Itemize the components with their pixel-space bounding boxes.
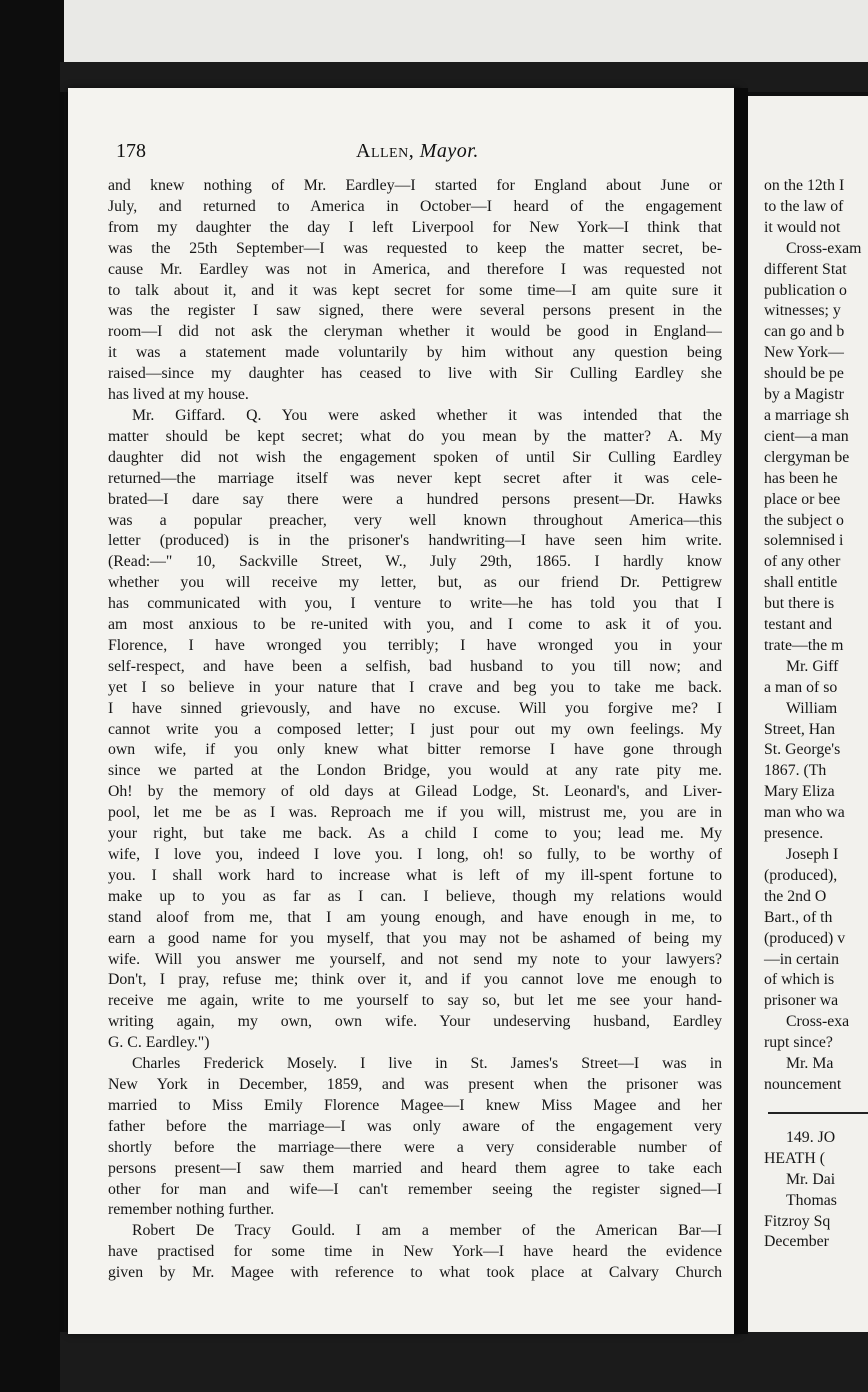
page-body-text (108, 176, 722, 1326)
text-line: was the 25th September—I was requested to keep the matter secret, be- (108, 239, 722, 257)
right-column-line: the 2nd O (764, 887, 827, 905)
right-column-line: Cross-exa (786, 1013, 850, 1031)
text-line: am most anxious to be re-united with you, and I come to ask it of you. (108, 616, 722, 634)
right-page (748, 96, 868, 1332)
right-column-line: it would not (764, 218, 841, 236)
right-column-line: New York— (764, 344, 844, 362)
right-column-line: man who wa (764, 804, 845, 822)
right-column-line: to the law of (764, 197, 844, 215)
right-column-line: 1867. (Th (764, 762, 827, 780)
text-line: was the register I saw signed, there were several persons present in the (108, 302, 722, 320)
book-gutter (734, 88, 748, 1334)
right-column-line: of which is (764, 971, 835, 989)
book-bottom-edge (60, 1332, 868, 1392)
text-line: remember nothing further. (108, 1201, 275, 1219)
right-column-line: rupt since? (764, 1034, 833, 1052)
right-column-line: a marriage sh (764, 406, 850, 424)
text-line: married to Miss Emily Florence Magee—I knew Miss Magee and her (108, 1096, 722, 1114)
text-line: room—I did not ask the cleryman whether it would be good in England— (108, 323, 722, 341)
running-title-role: Mayor. (419, 140, 479, 162)
right-column-line: Mr. Ma (786, 1055, 834, 1073)
text-line: and knew nothing of Mr. Eardley—I started for England about June or (108, 177, 722, 194)
text-line: was a popular preacher, very well known throughout America—this (108, 511, 722, 529)
right-column-line: but there is (764, 595, 835, 613)
text-line: Mr. Giffard. Q. You were asked whether it was intended that the (132, 406, 722, 424)
right-column-line: the subject o (764, 511, 844, 529)
text-line: writing again, my own, own wife. Your undeserving husband, Eardley (108, 1013, 722, 1031)
text-line: yet I so believe in your nature that I crave and beg you to take me back. (108, 678, 722, 696)
text-line: other for man and wife—I can't remember seeing the register signed—I (108, 1180, 722, 1198)
right-column-line: trate—the m (764, 636, 844, 654)
right-column-line: (produced) v (764, 929, 846, 947)
text-line: own wife, if you only knew what bitter remorse I have gone through (108, 741, 722, 759)
right-column-line: on the 12th I (764, 177, 845, 194)
text-line: self-respect, and have been a selfish, bad husband to you till now; and (108, 657, 722, 675)
text-line: from my daughter the day I left Liverpool for New York—I think that (108, 218, 722, 236)
right-column-line: presence. (764, 825, 824, 843)
right-column-line: Bart., of th (764, 908, 833, 926)
right-column-line: should be pe (764, 365, 844, 383)
page-number: 178 (116, 140, 146, 162)
text-line: it was a statement made voluntarily by him without any question being (108, 344, 722, 362)
text-line: have practised for some time in New York—I have heard the evidence (108, 1243, 722, 1261)
right-column-line: nouncement (764, 1075, 842, 1093)
text-line: wife. Will you answer me yourself, and not send my note to your lawyers? (108, 950, 722, 968)
right-column-line: clergyman be (764, 448, 850, 466)
right-column-line: can go and b (764, 323, 845, 341)
right-column-line: Thomas (786, 1191, 837, 1209)
text-line: your right, but take me back. As a child I come to you; lead me. My (108, 825, 722, 843)
text-line: stand aloof from me, that I am young enough, and have enough in me, to (108, 908, 722, 926)
right-column-line: Mary Eliza (764, 783, 835, 801)
text-line: shortly before the marriage—there were a very considerable number of (108, 1138, 722, 1156)
text-line: wife, I love you, indeed I love you. I long, oh! so fully, to be worthy of (108, 846, 722, 863)
right-column-line: Mr. Dai (786, 1170, 836, 1188)
right-column-line: Joseph I (786, 846, 839, 863)
text-line: Charles Frederick Mosely. I live in St. James's Street—I was in (132, 1055, 722, 1073)
right-column-line: prisoner wa (764, 992, 839, 1010)
text-line: Oh! by the memory of old days at Gilead Lodge, St. Leonard's, and Liver- (108, 783, 722, 801)
text-line: cannot write you a composed letter; I just pour out my own feelings. My (108, 720, 722, 738)
text-line: since we parted at the London Bridge, you would at any rate pity me. (108, 762, 722, 780)
text-line: whether you will receive my letter, but, as our friend Dr. Pettigrew (108, 574, 722, 592)
right-column-line: different Stat (764, 260, 847, 278)
right-column-line: Fitzroy Sq (764, 1212, 831, 1230)
right-column-line: place or bee (764, 490, 841, 508)
right-column-line: shall entitle (764, 574, 838, 592)
text-line: brated—I dare say there were a hundred persons present—Dr. Hawks (108, 490, 722, 508)
page-header (116, 140, 716, 170)
right-column-line: HEATH ( (764, 1149, 825, 1167)
right-column-line: has been he (764, 469, 838, 487)
text-line: pool, let me be as I was. Reproach me if you will, mistrust me, you are in (108, 804, 722, 822)
right-column-line: Cross-exam (786, 239, 862, 257)
running-title-name: Allen, (356, 140, 415, 162)
text-line: father before the marriage—I was only aware of the engagement very (108, 1117, 722, 1135)
right-column-line: —in certain (764, 950, 840, 968)
running-title (356, 140, 479, 163)
right-column-line: witnesses; y (764, 302, 841, 320)
text-line: returned—the marriage itself was never kept secret after it was cele- (108, 469, 722, 487)
text-line: Don't, I pray, refuse me; think over it, and if you cannot love me enough to (108, 971, 722, 989)
right-column-line: 149. JO (786, 1128, 836, 1146)
text-line: persons present—I saw them married and heard them agree to take each (108, 1159, 722, 1177)
scan-top-margin (0, 0, 868, 70)
text-line: matter should be kept secret; what do you mean by the matter? A. My (108, 427, 722, 445)
right-column-line: by a Magistr (764, 386, 844, 404)
right-column-line: solemnised i (764, 532, 844, 550)
text-line: letter (produced) is in the prisoner's handwriting—I have seen him write. (108, 532, 722, 550)
text-line: to talk about it, and it was kept secret for some time—I am quite sure it (108, 281, 722, 299)
text-line: July, and returned to America in October—I heard of the engagement (108, 197, 722, 215)
text-line: you. I shall work hard to increase what is left of my ill-spent fortune to (108, 866, 722, 884)
right-column-line: of any other (764, 553, 841, 571)
text-line: I have sinned grievously, and have no excuse. Will you forgive me? I (108, 699, 722, 717)
text-line: (Read:—" 10, Sackville Street, W., July 29th, 1865. I hardly know (108, 553, 722, 571)
right-column-line: December (764, 1233, 829, 1251)
right-column-line: publication o (764, 281, 847, 299)
text-line: daughter did not wish the engagement spoken of until Sir Culling Eardley (108, 448, 722, 466)
right-column-line: (produced), (764, 866, 838, 884)
text-line: receive me again, write to me yourself to say so, but let me see your hand- (108, 992, 722, 1010)
right-column-line: Street, Han (764, 720, 836, 738)
text-line: has communicated with you, I venture to write—he has told you that I (108, 595, 722, 613)
text-line: given by Mr. Magee with reference to what took place at Calvary Church (108, 1264, 722, 1282)
text-line: cause Mr. Eardley was not in America, and therefore I was requested not (108, 260, 722, 278)
right-column-line: cient—a man (764, 427, 849, 445)
text-line: Florence, I have wronged you terribly; I have wronged you in your (108, 636, 722, 654)
right-column-line: testant and (764, 616, 832, 634)
text-line: New York in December, 1859, and was present when the prisoner was (108, 1075, 722, 1093)
text-line: has lived at my house. (108, 386, 249, 404)
text-line: make up to you as far as I can. I believe, though my relations would (108, 887, 722, 905)
right-column-line: Mr. Giff (786, 657, 839, 675)
text-line: Robert De Tracy Gould. I am a member of the American Bar—I (132, 1222, 722, 1240)
right-page-column (748, 176, 868, 1253)
right-column-line: a man of so (764, 678, 838, 696)
right-column-line: William (786, 699, 838, 717)
text-line: G. C. Eardley.") (108, 1034, 210, 1052)
text-line: earn a good name for you myself, that you may not be ashamed of being my (108, 929, 722, 947)
right-column-line: St. George's (764, 741, 841, 759)
text-line: raised—since my daughter has ceased to live with Sir Culling Eardley she (108, 365, 722, 383)
section-rule (768, 1112, 868, 1114)
scan-left-margin (0, 0, 64, 1392)
